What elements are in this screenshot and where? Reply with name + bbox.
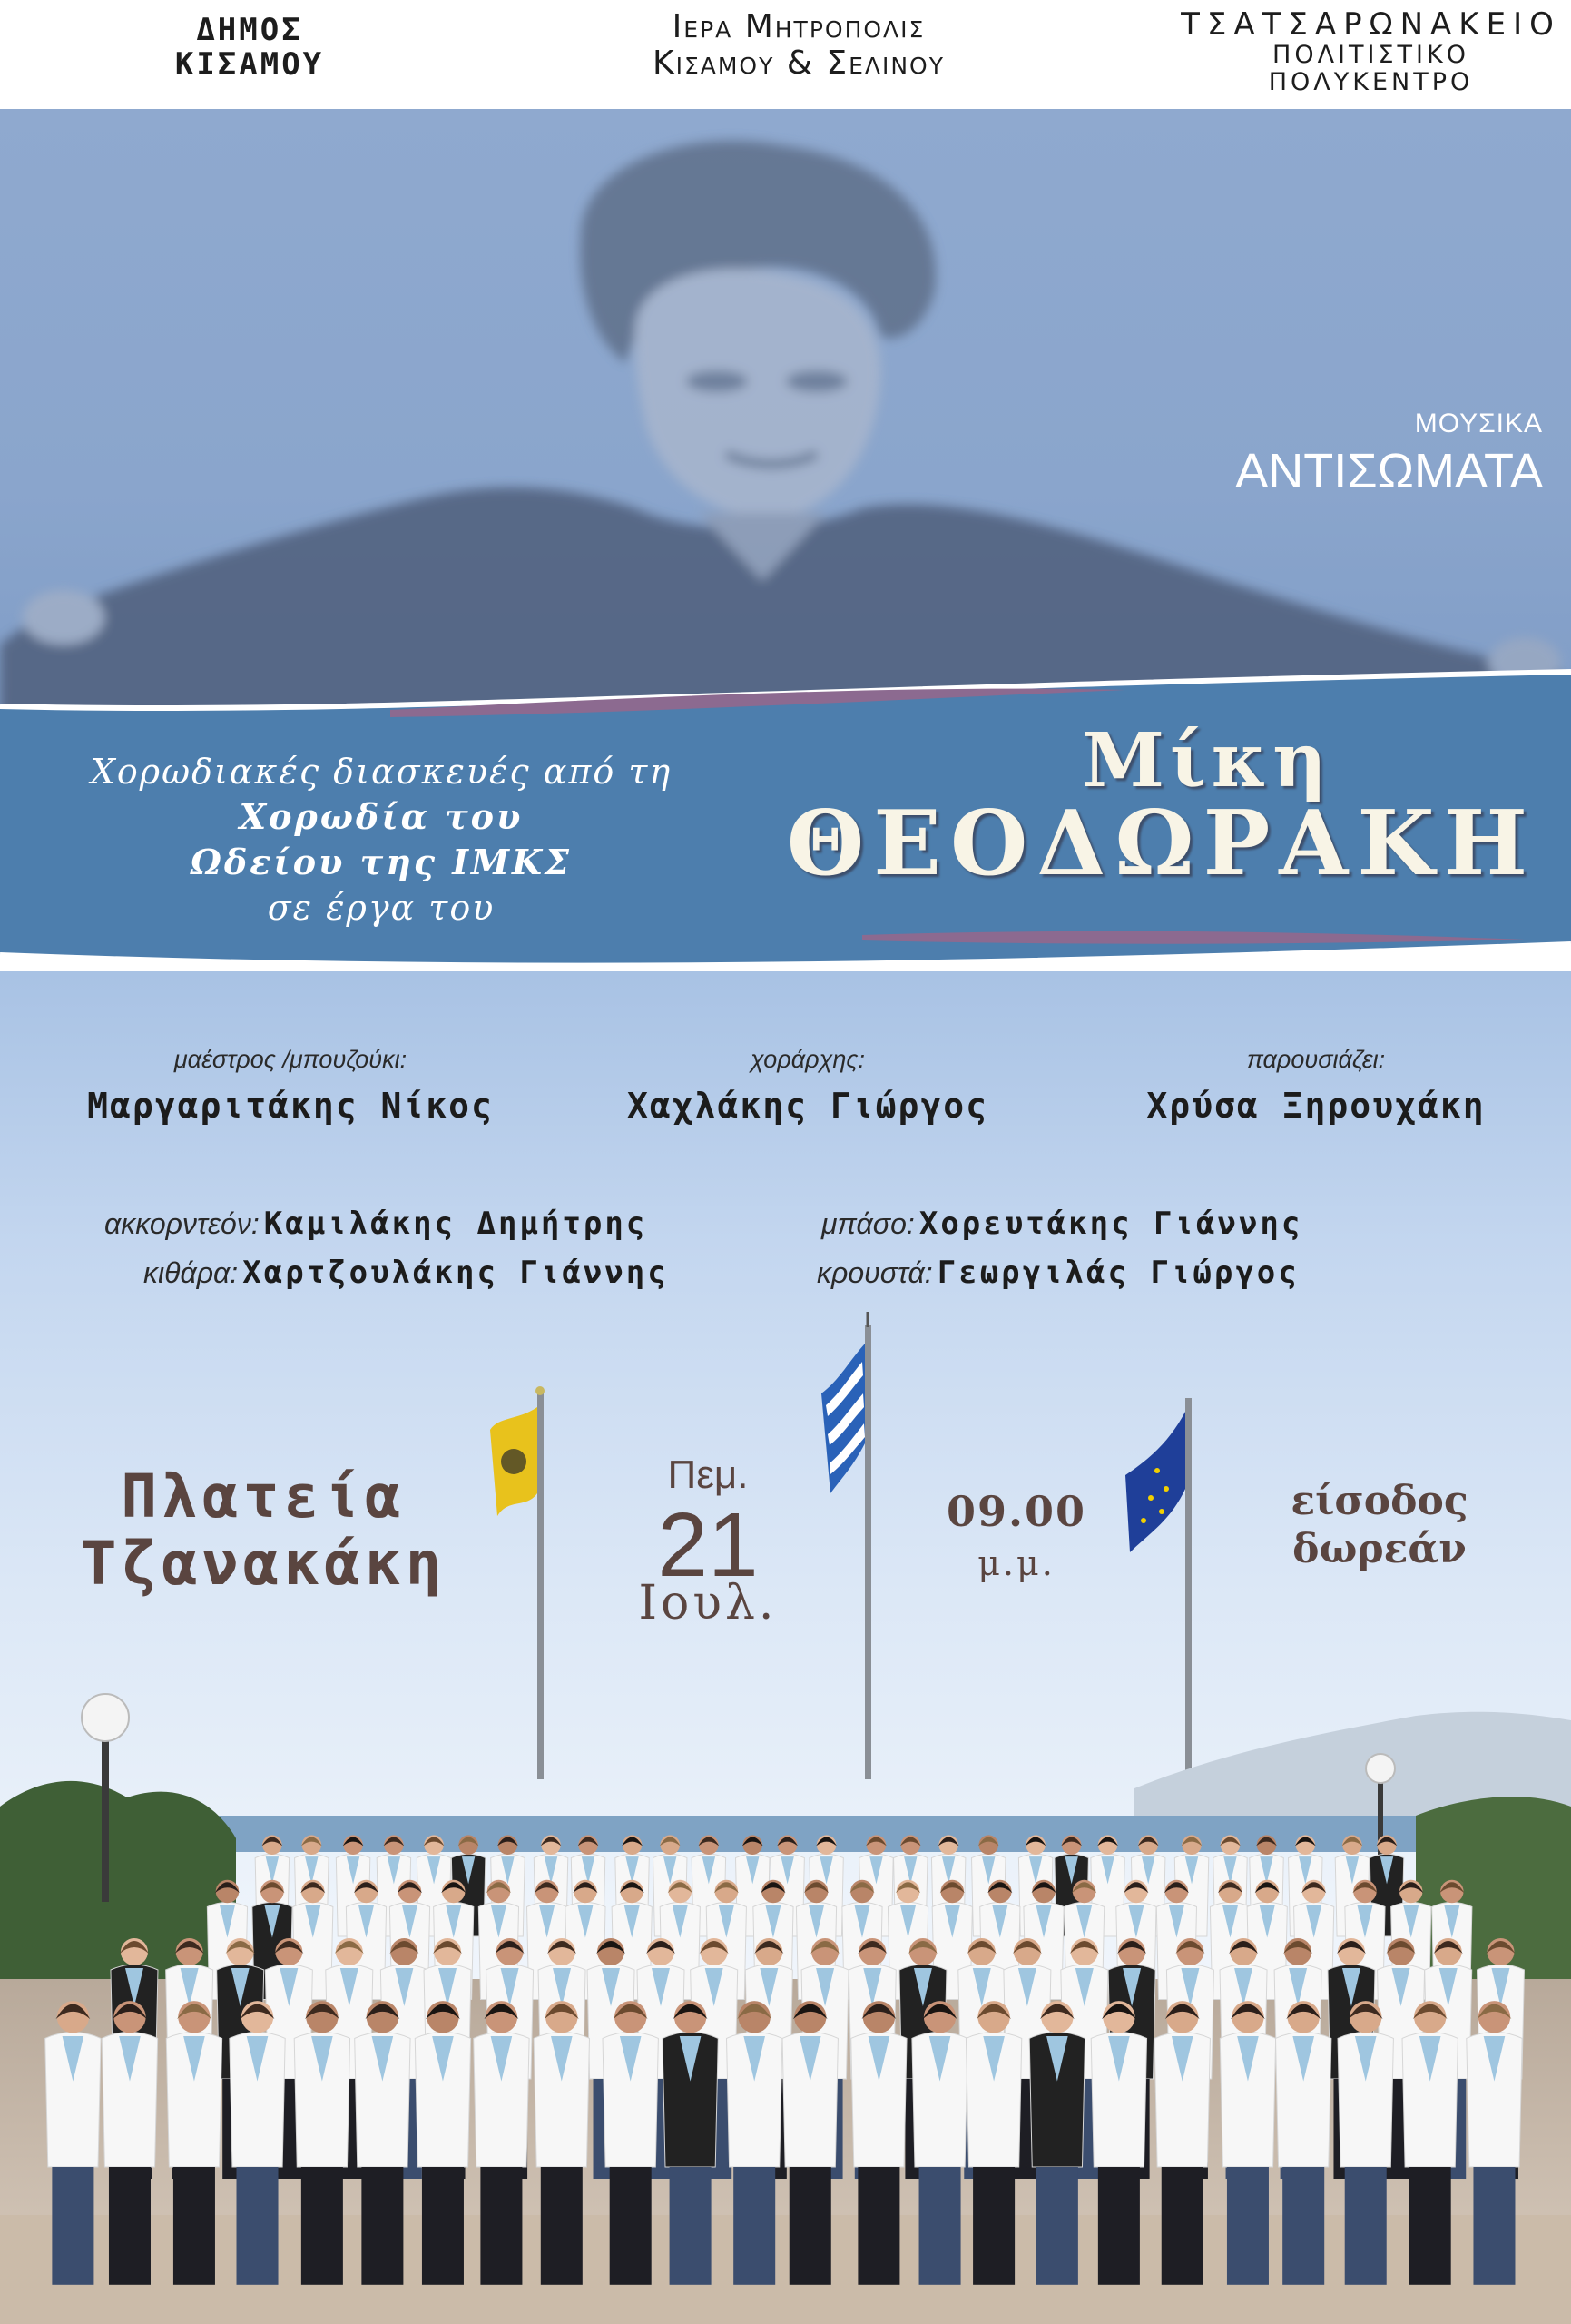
musician-percussion: Γεωργιλάς Γιώργος <box>937 1255 1300 1291</box>
metropolis-label <box>508 9 1089 83</box>
credit-name-choirmaster: Χαχλάκης Γιώργος <box>626 1086 989 1126</box>
credit-role-conductor: μαέστρος /μπουζούκι: <box>173 1046 407 1073</box>
instrument-guitar: κιθάρα: <box>143 1256 239 1289</box>
choir-member <box>603 2001 658 2285</box>
intro-line-4: σε έργα του <box>267 888 496 929</box>
composer-portrait-band <box>0 109 1571 744</box>
municipality-line-2: ΚΙΣΑΜΟΥ <box>174 46 325 84</box>
venue-line-1: Πλατεία <box>121 1462 406 1531</box>
cultural-center-label <box>1171 7 1571 97</box>
choir-member <box>851 2001 907 2285</box>
venue-line-2: Τζανακάκη <box>80 1528 447 1599</box>
header-bar <box>0 0 1571 109</box>
choir-member <box>166 2001 221 2285</box>
metropolis-line-2: Κισαμου & Σελινου <box>652 44 946 83</box>
event-time: 09.00 <box>946 1487 1087 1536</box>
event-date: 21 <box>657 1494 759 1596</box>
instrument-percussion: κρουστά: <box>817 1256 933 1289</box>
choir-member <box>966 2001 1021 2285</box>
instrument-accordion: ακκορντεόν: <box>104 1207 260 1240</box>
choir-member <box>534 2001 589 2285</box>
musician-row-guitar <box>143 1255 669 1291</box>
choir-member <box>1338 2001 1393 2285</box>
choir-member <box>355 2001 410 2285</box>
intro-line-3: Ωδείου της ΙΜΚΣ <box>191 842 572 883</box>
choir-member <box>1276 2001 1331 2285</box>
choir-member <box>782 2001 838 2285</box>
choir-member <box>1154 2001 1210 2285</box>
instrument-bass: μπάσο: <box>821 1207 915 1240</box>
municipality-label <box>136 13 363 82</box>
metropolis-line-1: Ιερα Μητροπολις <box>672 8 926 45</box>
musician-row-percussion <box>817 1255 1300 1291</box>
choir-member <box>912 2001 967 2285</box>
credit-name-conductor: Μαργαριτάκης Νίκος <box>87 1086 494 1126</box>
musician-accordion: Καμιλάκης Δημήτρης <box>263 1206 648 1242</box>
musician-guitar: Χαρτζουλάκης Γιάννης <box>242 1255 669 1291</box>
event-day: Πεμ. <box>667 1452 749 1497</box>
musician-row-accordion <box>104 1206 647 1242</box>
series-tag-title: ΑΝΤΙΣΩΜΑΤΑ <box>1235 444 1543 498</box>
event-month: Ιουλ. <box>638 1576 778 1630</box>
venue <box>36 1463 490 1598</box>
admission-line-2: δωρεάν <box>1292 1525 1467 1572</box>
series-tag-small: ΜΟΥΣΙΚΑ <box>1414 409 1543 438</box>
choir-member <box>415 2001 470 2285</box>
credit-role-choirmaster: χοράρχης: <box>751 1046 865 1073</box>
choir-member <box>294 2001 349 2285</box>
choir-member <box>474 2001 529 2285</box>
choir-member <box>1029 2001 1085 2285</box>
municipality-line-1: ΔΗΜΟΣ <box>196 12 303 48</box>
choir-group-photo <box>0 1679 1571 2324</box>
choir-member <box>1220 2001 1275 2285</box>
choir-member <box>102 2001 157 2285</box>
composer-last-name: ΘΕΟΔΩΡΑΚΗ <box>786 792 1537 896</box>
composer-first-name: Μίκη <box>1082 717 1332 804</box>
choir-member <box>45 2001 101 2285</box>
choir-member <box>1402 2001 1458 2285</box>
intro-line-1: Χορωδιακές διασκευές από τη <box>90 752 673 792</box>
admission-info <box>1243 1478 1516 1574</box>
choir-member <box>1091 2001 1146 2285</box>
choir-member <box>663 2001 718 2285</box>
intro-text <box>36 749 726 931</box>
choir-member <box>1467 2001 1522 2285</box>
musician-bass: Χορευτάκης Γιάννης <box>918 1206 1303 1242</box>
cultural-center-line-1: ΤΣΑΤΣΑΡΩΝΑΚΕΙΟ <box>1181 6 1561 43</box>
credit-role-presenter: παρουσιάζει: <box>1246 1046 1386 1073</box>
choir-member <box>230 2001 285 2285</box>
credit-name-presenter: Χρύσα Ξηρουχάκη <box>1146 1086 1486 1126</box>
choir-member <box>727 2001 782 2285</box>
admission-line-1: είσοδος <box>1291 1478 1468 1524</box>
cultural-center-line-2: ΠΟΛΙΤΙΣΤΙΚΟ ΠΟΛΥΚΕΝΤΡΟ <box>1268 41 1474 97</box>
intro-line-2: Χορωδία του <box>239 796 524 838</box>
event-time-period: μ.μ. <box>977 1543 1056 1583</box>
musician-row-bass <box>821 1206 1302 1242</box>
